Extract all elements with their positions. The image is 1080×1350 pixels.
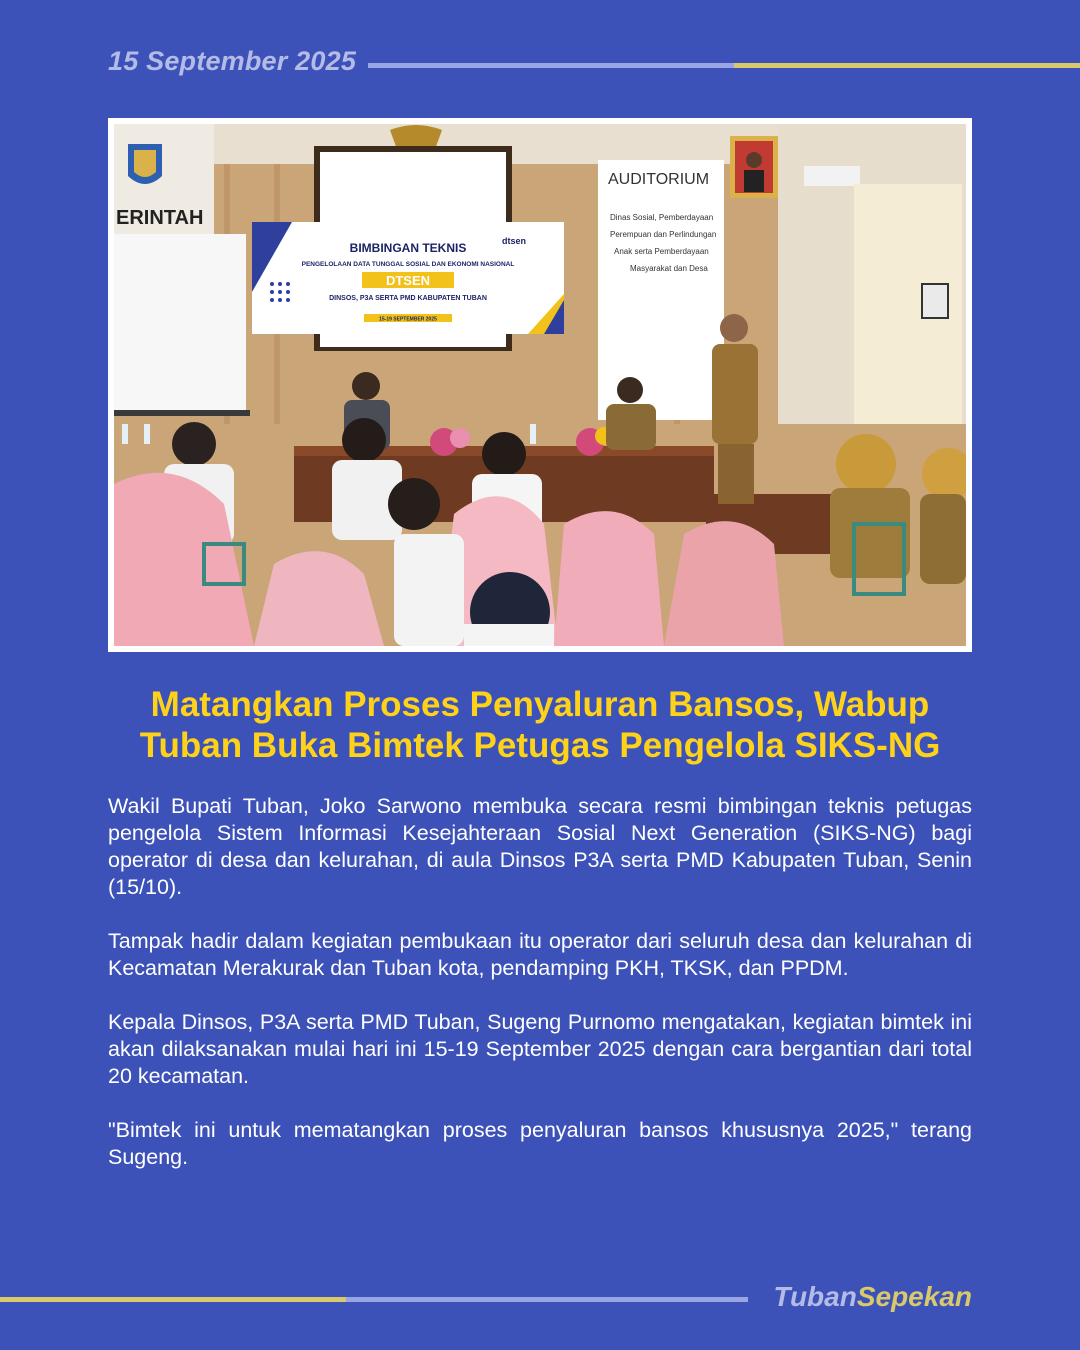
footer-divider-light bbox=[346, 1297, 748, 1302]
svg-text:DTSEN: DTSEN bbox=[385, 273, 431, 288]
article-paragraph: Wakil Bupati Tuban, Joko Sarwono membuka secara resmi bimbingan teknis petugas pengelola Sistem Informasi Kesejahteraan Sosial Next Generation (SIKS-NG) bagi operator di desa dan kelurahan, di aula Dinsos P3A serta PMD Kabupaten Tuban, Senin (15/10). bbox=[108, 794, 972, 899]
svg-text:dtsen: dtsen bbox=[502, 236, 527, 246]
headline: Matangkan Proses Penyaluran Bansos, Wabup Tuban Buka Bimtek Petugas Pengelola SIKS-NG bbox=[139, 685, 941, 765]
article-paragraph: Kepala Dinsos, P3A serta PMD Tuban, Sugeng Purnomo mengatakan, kegiatan bimtek ini akan dilaksanakan mulai hari ini 15-19 September 2025 dengan cara bergantian dari total 20 kecamatan. bbox=[108, 1010, 972, 1088]
svg-text:15-19 SEPTEMBER 2025: 15-19 SEPTEMBER 2025 bbox=[379, 316, 437, 323]
svg-text:PENGELOLAAN DATA TUNGGAL SOSIA: PENGELOLAAN DATA TUNGGAL SOSIAL DAN EKONOMI NASIONAL bbox=[301, 261, 515, 268]
event-banner bbox=[252, 222, 564, 334]
svg-text:Dinas Sosial, Pemberdayaan: Dinas Sosial, Pemberdayaan bbox=[610, 213, 714, 222]
auditorium-sign: AUDITORIUM bbox=[608, 171, 710, 188]
pemerintah-sign: ERINTAH bbox=[116, 207, 204, 229]
post-date: 15 September 2025 bbox=[108, 46, 357, 76]
brand-part-1: Tuban bbox=[773, 1281, 857, 1312]
svg-text:Anak serta Pemberdayaan: Anak serta Pemberdayaan bbox=[614, 247, 709, 256]
article-body bbox=[108, 793, 972, 1198]
event-photo bbox=[108, 118, 972, 652]
article-paragraph: Tampak hadir dalam kegiatan pembukaan itu operator dari seluruh desa dan kelurahan di Kecamatan Merakurak dan Tuban kota, pendamping PKH, TKSK, dan PPDM. bbox=[108, 929, 972, 980]
footer-divider-gold bbox=[0, 1297, 346, 1302]
header-divider-gold bbox=[734, 63, 1080, 68]
brand-part-2: Sepekan bbox=[856, 1281, 972, 1312]
svg-text:BIMBINGAN TEKNIS: BIMBINGAN TEKNIS bbox=[349, 241, 467, 255]
brand-logo bbox=[773, 1281, 972, 1313]
header-divider-light bbox=[368, 63, 734, 68]
svg-text:Perempuan dan Perlindungan: Perempuan dan Perlindungan bbox=[610, 230, 717, 239]
svg-text:Masyarakat dan Desa: Masyarakat dan Desa bbox=[630, 264, 708, 273]
event-photo-illustration bbox=[114, 124, 966, 646]
article-quote: "Bimtek ini untuk mematangkan proses penyaluran bansos khususnya 2025," terang Sugeng. bbox=[108, 1118, 972, 1169]
svg-text:DINSOS, P3A SERTA PMD KABUPATE: DINSOS, P3A SERTA PMD KABUPATEN TUBAN bbox=[329, 295, 487, 302]
